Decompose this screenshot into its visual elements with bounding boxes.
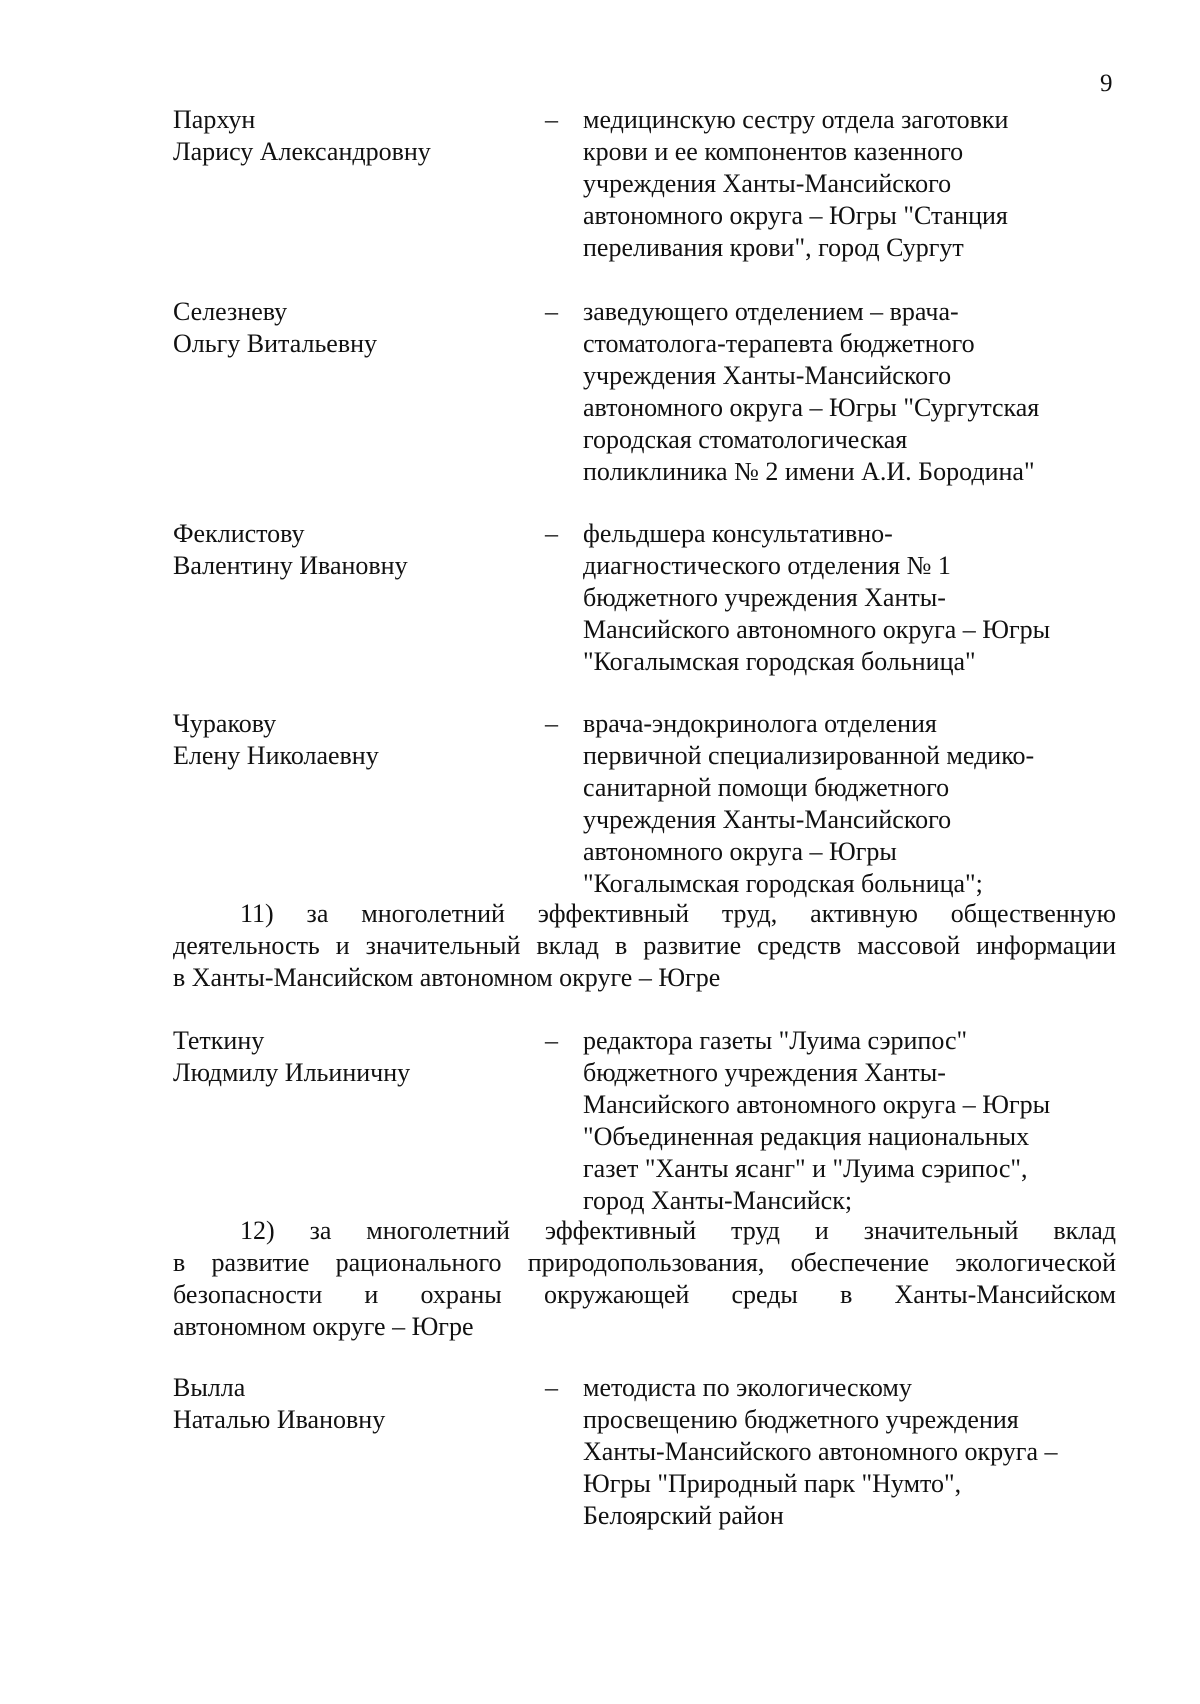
position-line: диагностического отделения № 1 [583,551,951,580]
position-line: Белоярский район [583,1501,784,1530]
recipient-given-names: Валентину Ивановну [173,551,408,580]
recipient-given-names: Ольгу Витальевну [173,329,378,358]
recipient-position [583,296,1103,488]
award-category-paragraph [173,1215,1116,1343]
position-line: фельдшера консультативно- [583,519,893,548]
position-line: бюджетного учреждения Ханты- [583,583,946,612]
position-line: Югры "Природный парк "Нумто", [583,1469,962,1498]
position-line: Мансийского автономного округа – Югры [583,615,1051,644]
recipient-name [173,1025,533,1089]
entry-dash: – [545,105,558,134]
paragraph-line: в развитие рационального природопользования, обеспечение экологической [173,1248,1116,1277]
position-line: крови и ее компонентов казенного [583,137,964,166]
position-line: "Когалымская городская больница"; [583,869,983,898]
recipient-position [583,1025,1103,1217]
recipient-surname: Селезневу [173,297,288,326]
entry-dash: – [545,519,558,548]
entry-dash: – [545,1026,558,1055]
entry-dash: – [545,1373,558,1402]
recipient-surname: Вылла [173,1373,246,1402]
position-line: врача-эндокринолога отделения [583,709,937,738]
recipient-position [583,708,1103,900]
position-line: заведующего отделением – врача- [583,297,959,326]
position-line: методиста по экологическому [583,1373,912,1402]
paragraph-line: безопасности и охраны окружающей среды в Ханты-Мансийском [173,1280,1116,1309]
paragraph-line: деятельность и значительный вклад в развитие средств массовой информации [173,931,1116,960]
position-line: санитарной помощи бюджетного [583,773,950,802]
position-line: учреждения Ханты-Мансийского [583,805,952,834]
recipient-name [173,708,533,772]
recipient-given-names: Елену Николаевну [173,741,379,770]
position-line: учреждения Ханты-Мансийского [583,361,952,390]
recipient-name [173,1372,533,1436]
recipient-position [583,518,1103,678]
recipient-name [173,518,533,582]
position-line: редактора газеты "Луима сэрипос" [583,1026,968,1055]
recipient-surname: Теткину [173,1026,265,1055]
recipient-surname: Пархун [173,105,256,134]
position-line: "Когалымская городская больница" [583,647,976,676]
position-line: бюджетного учреждения Ханты- [583,1058,946,1087]
recipient-given-names: Наталью Ивановну [173,1405,386,1434]
paragraph-line: в Ханты-Мансийском автономном округе – Югре [173,963,721,992]
recipient-given-names: Людмилу Ильиничну [173,1058,411,1087]
paragraph-line: 12) за многолетний эффективный труд и значительный вклад [240,1216,1116,1245]
position-line: поликлиника № 2 имени А.И. Бородина" [583,457,1035,486]
position-line: городская стоматологическая [583,425,908,454]
position-line: первичной специализированной медико- [583,741,1035,770]
recipient-given-names: Ларису Александровну [173,137,431,166]
position-line: переливания крови", город Сургут [583,233,964,262]
recipient-surname: Феклистову [173,519,305,548]
paragraph-line: автономном округе – Югре [173,1312,474,1341]
position-line: автономного округа – Югры "Сургутская [583,393,1040,422]
position-line: автономного округа – Югры [583,837,897,866]
position-line: автономного округа – Югры "Станция [583,201,1008,230]
award-category-paragraph [173,898,1116,994]
recipient-position [583,104,1103,264]
recipient-name [173,296,533,360]
entry-dash: – [545,709,558,738]
position-line: медицинскую сестру отдела заготовки [583,105,1009,134]
recipient-position [583,1372,1103,1532]
position-line: Ханты-Мансийского автономного округа – [583,1437,1058,1466]
position-line: "Объединенная редакция национальных [583,1122,1030,1151]
position-line: просвещению бюджетного учреждения [583,1405,1019,1434]
recipient-surname: Чуракову [173,709,277,738]
paragraph-line: 11) за многолетний эффективный труд, активную общественную [240,899,1116,928]
page-number: 9 [1100,70,1113,97]
entry-dash: – [545,297,558,326]
position-line: стоматолога-терапевта бюджетного [583,329,975,358]
recipient-name [173,104,533,168]
position-line: Мансийского автономного округа – Югры [583,1090,1051,1119]
position-line: город Ханты-Мансийск; [583,1186,853,1215]
position-line: учреждения Ханты-Мансийского [583,169,952,198]
position-line: газет "Ханты ясанг" и "Луима сэрипос", [583,1154,1028,1183]
